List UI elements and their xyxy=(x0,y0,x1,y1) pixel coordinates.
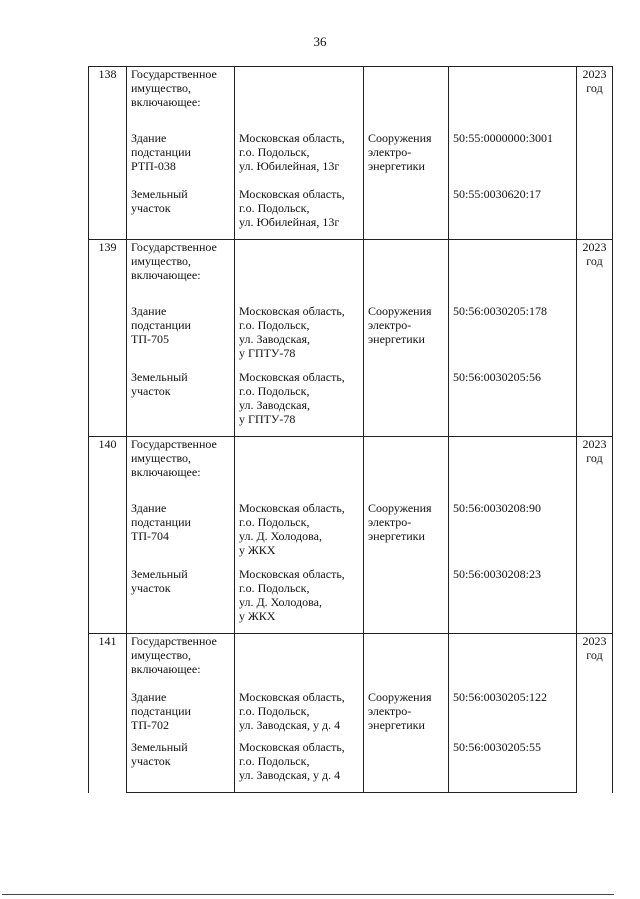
year xyxy=(581,240,608,268)
object-name-line: ТП-704 xyxy=(131,529,169,543)
object-address-line: г.о. Подольск, xyxy=(239,581,310,595)
group-title-line: включающее: xyxy=(131,268,201,282)
group-purpose-cell xyxy=(364,634,449,685)
year-cell xyxy=(577,634,613,793)
object-address xyxy=(239,131,359,173)
year-cell xyxy=(577,67,613,240)
group-title-line: Государственное xyxy=(131,67,217,81)
object-address-line: ул. Заводская, xyxy=(239,398,310,412)
object-address xyxy=(239,740,359,782)
object-name xyxy=(131,370,230,398)
year xyxy=(581,67,608,95)
object-address xyxy=(239,501,359,557)
registry-body xyxy=(89,67,613,793)
object-purpose xyxy=(364,294,449,360)
group-title-line: включающее: xyxy=(131,662,201,676)
object-address-line: г.о. Подольск, xyxy=(239,318,310,332)
item-row xyxy=(89,684,613,732)
year-line: 2023 xyxy=(582,634,607,648)
object-address-line: Московская область, xyxy=(239,370,345,384)
object-purpose-line: энергетики xyxy=(368,529,425,543)
item-row xyxy=(89,360,613,437)
object-address xyxy=(235,732,364,793)
year-cell xyxy=(577,240,613,437)
object-name xyxy=(131,567,230,595)
object-address xyxy=(235,294,364,360)
group-address-cell xyxy=(235,437,364,492)
object-name-line: Здание xyxy=(131,304,167,318)
object-address xyxy=(235,557,364,634)
object-address-line: ул. Юбилейная, 13г xyxy=(239,215,340,229)
group-purpose-cell xyxy=(364,67,449,122)
object-purpose xyxy=(364,360,449,437)
object-name-line: ТП-705 xyxy=(131,332,169,346)
object-address xyxy=(239,304,359,360)
group-title-cell xyxy=(127,67,235,122)
object-address-line: Московская область, xyxy=(239,304,345,318)
year-line: год xyxy=(586,648,603,662)
object-address xyxy=(239,370,359,426)
object-purpose-line: энергетики xyxy=(368,718,425,732)
group-address-cell xyxy=(235,634,364,685)
object-name xyxy=(131,187,230,215)
object-purpose-line: энергетики xyxy=(368,332,425,346)
object-purpose-line: Сооружения xyxy=(368,690,432,704)
object-purpose-line: электро- xyxy=(368,704,412,718)
object-name-line: участок xyxy=(131,754,171,768)
group-title-line: включающее: xyxy=(131,465,201,479)
object-purpose xyxy=(368,501,444,543)
object-name-line: Земельный xyxy=(131,187,188,201)
object-purpose xyxy=(364,173,449,240)
object-name xyxy=(127,684,235,732)
cadastral-number: 50:55:0030620:17 xyxy=(449,173,577,240)
group-address-cell xyxy=(235,240,364,295)
object-purpose-line: электро- xyxy=(368,515,412,529)
object-purpose-line: электро- xyxy=(368,318,412,332)
property-registry-table xyxy=(88,66,613,793)
cadastral-number: 50:56:0030205:122 xyxy=(449,684,577,732)
object-address xyxy=(239,187,359,229)
object-purpose xyxy=(368,131,444,173)
object-address-line: Московская область, xyxy=(239,131,345,145)
object-address-line: г.о. Подольск, xyxy=(239,704,310,718)
object-purpose xyxy=(368,690,444,732)
object-name xyxy=(127,360,235,437)
year-line: 2023 xyxy=(582,240,607,254)
object-name-line: подстанции xyxy=(131,145,191,159)
group-cadastral-cell xyxy=(449,67,577,122)
object-purpose-line: энергетики xyxy=(368,159,425,173)
object-name xyxy=(131,304,230,346)
object-name-line: подстанции xyxy=(131,515,191,529)
object-address-line: у ГПТУ-78 xyxy=(239,412,296,426)
object-address-line: ул. Заводская, у д. 4 xyxy=(239,718,341,732)
row-number: 139 xyxy=(89,240,127,437)
group-title-line: включающее: xyxy=(131,95,201,109)
object-name-line: Здание xyxy=(131,131,167,145)
object-purpose xyxy=(364,732,449,793)
object-name-line: РТП-038 xyxy=(131,159,176,173)
object-name xyxy=(127,294,235,360)
group-title xyxy=(131,437,230,479)
table-row xyxy=(89,240,613,295)
object-address xyxy=(235,173,364,240)
object-address xyxy=(235,684,364,732)
group-title-line: имущество, xyxy=(131,451,192,465)
object-address-line: у ЖКХ xyxy=(239,543,276,557)
group-cadastral-cell xyxy=(449,634,577,685)
group-purpose-cell xyxy=(364,240,449,295)
item-row xyxy=(89,121,613,173)
group-title-line: Государственное xyxy=(131,634,217,648)
group-cadastral-cell xyxy=(449,240,577,295)
object-address-line: ул. Юбилейная, 13г xyxy=(239,159,340,173)
object-address-line: Московская область, xyxy=(239,740,345,754)
group-title-cell xyxy=(127,240,235,295)
object-name xyxy=(127,557,235,634)
object-address xyxy=(235,360,364,437)
cadastral-number: 50:56:0030205:55 xyxy=(449,732,577,793)
group-title xyxy=(131,240,230,282)
item-row xyxy=(89,173,613,240)
object-address xyxy=(239,567,359,623)
object-address-line: ул. Заводская, у д. 4 xyxy=(239,768,341,782)
bottom-rule xyxy=(2,894,614,895)
object-name xyxy=(131,740,230,768)
object-address-line: у ЖКХ xyxy=(239,609,276,623)
object-address-line: г.о. Подольск, xyxy=(239,754,310,768)
page-number: 36 xyxy=(313,34,327,49)
object-purpose xyxy=(364,491,449,557)
object-address-line: г.о. Подольск, xyxy=(239,145,310,159)
year xyxy=(581,437,608,465)
object-name-line: Земельный xyxy=(131,370,188,384)
object-name xyxy=(127,173,235,240)
group-title-cell xyxy=(127,437,235,492)
object-purpose-line: электро- xyxy=(368,145,412,159)
object-address xyxy=(235,491,364,557)
table-row xyxy=(89,67,613,122)
object-name xyxy=(127,732,235,793)
object-address-line: Московская область, xyxy=(239,501,345,515)
object-name-line: участок xyxy=(131,581,171,595)
object-address-line: г.о. Подольск, xyxy=(239,201,310,215)
object-name-line: Здание xyxy=(131,690,167,704)
cadastral-number: 50:56:0030208:90 xyxy=(449,491,577,557)
object-address xyxy=(239,690,359,732)
object-address-line: Московская область, xyxy=(239,187,345,201)
cadastral-number: 50:55:0000000:3001 xyxy=(449,121,577,173)
item-row xyxy=(89,732,613,793)
item-row xyxy=(89,294,613,360)
group-title-cell xyxy=(127,634,235,685)
object-name xyxy=(131,690,230,732)
object-address-line: Московская область, xyxy=(239,690,345,704)
object-address-line: Московская область, xyxy=(239,567,345,581)
object-purpose xyxy=(368,304,444,346)
group-title-line: имущество, xyxy=(131,254,192,268)
object-address xyxy=(235,121,364,173)
year-line: год xyxy=(586,81,603,95)
object-address-line: ул. Д. Холодова, xyxy=(239,529,322,543)
cadastral-number: 50:56:0030205:178 xyxy=(449,294,577,360)
object-purpose xyxy=(364,557,449,634)
group-title-line: Государственное xyxy=(131,240,217,254)
group-title xyxy=(131,67,230,109)
object-name xyxy=(131,131,230,173)
object-name-line: Земельный xyxy=(131,740,188,754)
item-row xyxy=(89,491,613,557)
year-line: год xyxy=(586,451,603,465)
object-name xyxy=(127,121,235,173)
object-address-line: ул. Д. Холодова, xyxy=(239,595,322,609)
object-address-line: у ГПТУ-78 xyxy=(239,346,296,360)
object-name-line: ТП-702 xyxy=(131,718,169,732)
object-purpose xyxy=(364,121,449,173)
year xyxy=(581,634,608,662)
group-purpose-cell xyxy=(364,437,449,492)
object-name-line: Земельный xyxy=(131,567,188,581)
object-address-line: г.о. Подольск, xyxy=(239,515,310,529)
object-purpose-line: Сооружения xyxy=(368,131,432,145)
object-purpose xyxy=(364,684,449,732)
item-row xyxy=(89,557,613,634)
group-title-line: имущество, xyxy=(131,81,192,95)
table-row xyxy=(89,634,613,685)
row-number: 138 xyxy=(89,67,127,240)
object-name-line: подстанции xyxy=(131,704,191,718)
object-name xyxy=(131,501,230,543)
cadastral-number: 50:56:0030205:56 xyxy=(449,360,577,437)
year-line: 2023 xyxy=(582,437,607,451)
year-cell xyxy=(577,437,613,634)
object-name-line: подстанции xyxy=(131,318,191,332)
row-number: 140 xyxy=(89,437,127,634)
year-line: год xyxy=(586,254,603,268)
group-title-line: Государственное xyxy=(131,437,217,451)
row-number: 141 xyxy=(89,634,127,793)
object-name xyxy=(127,491,235,557)
group-address-cell xyxy=(235,67,364,122)
object-name-line: участок xyxy=(131,201,171,215)
group-cadastral-cell xyxy=(449,437,577,492)
year-line: 2023 xyxy=(582,67,607,81)
object-purpose-line: Сооружения xyxy=(368,501,432,515)
object-name-line: участок xyxy=(131,384,171,398)
object-purpose-line: Сооружения xyxy=(368,304,432,318)
group-title-line: имущество, xyxy=(131,648,192,662)
group-title xyxy=(131,634,230,676)
object-name-line: Здание xyxy=(131,501,167,515)
object-address-line: ул. Заводская, xyxy=(239,332,310,346)
table-row xyxy=(89,437,613,492)
object-address-line: г.о. Подольск, xyxy=(239,384,310,398)
cadastral-number: 50:56:0030208:23 xyxy=(449,557,577,634)
